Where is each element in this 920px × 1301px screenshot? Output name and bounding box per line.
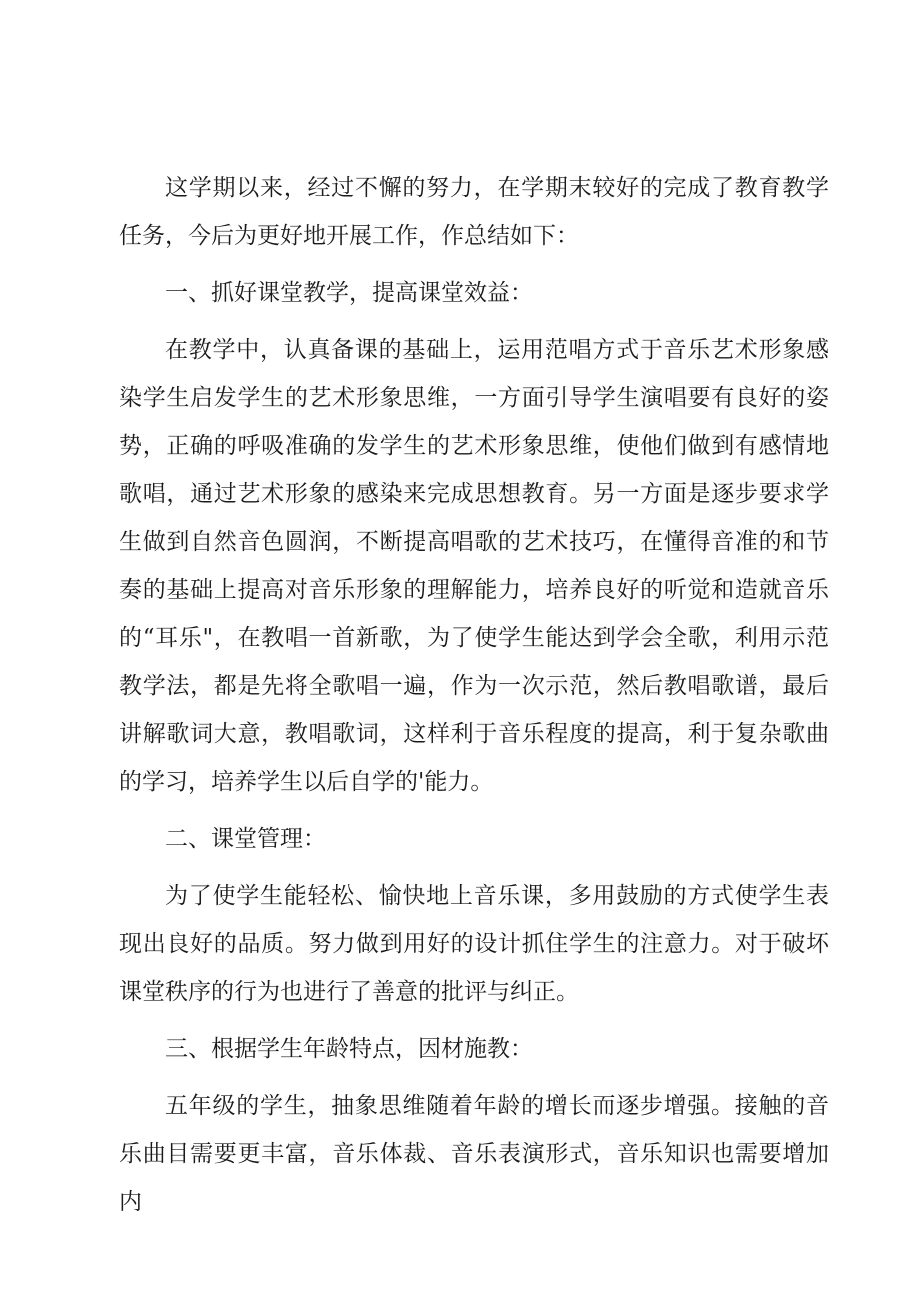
intro-paragraph: 这学期以来，经过不懈的努力，在学期末较好的完成了教育教学任务，今后为更好地开展工作，作总结如下： <box>119 175 829 249</box>
section-heading-2: 二、课堂管理： <box>165 826 326 852</box>
document-body <box>119 164 829 1235</box>
section-3-paragraph: 五年级的学生，抽象思维随着年龄的增长而逐步增强。接触的音乐曲目需要更丰富，音乐体裁、音乐表演形式，音乐知识也需要增加内 <box>119 1093 829 1215</box>
section-2-paragraph: 为了使学生能轻松、愉快地上音乐课，多用鼓励的方式使学生表现出良好的品质。努力做到用好的设计抓住学生的注意力。对于破坏课堂秩序的行为也进行了善意的批评与纠正。 <box>119 883 829 1005</box>
section-heading-3: 三、根据学生年龄特点，因材施教： <box>165 1036 533 1062</box>
section-1-paragraph: 在教学中，认真备课的基础上，运用范唱方式于音乐艺术形象感染学生启发学生的艺术形象思维，一方面引导学生演唱要有良好的姿势，正确的呼吸准确的发学生的艺术形象思维，使他们做到有感情地歌唱，通过艺术形象的感染来完成思想教育。另一方面是逐步要求学生做到自然音色圆润，不断提高唱歌的艺术技巧，在懂得音准的和节奏的基础上提高对音乐形象的理解能力，培养良好的听觉和造就音乐的“耳乐"，在教唱一首新歌，为了使学生能达到学会全歌，利用示范教学法，都是先将全歌唱一遍，作为一次示范，然后教唱歌谱，最后讲解歌词大意，教唱歌词，这样利于音乐程度的提高，利于复杂歌曲的学习，培养学生以后自学的'能力。 <box>119 337 829 795</box>
section-heading-1: 一、抓好课堂教学，提高课堂效益： <box>165 280 533 306</box>
